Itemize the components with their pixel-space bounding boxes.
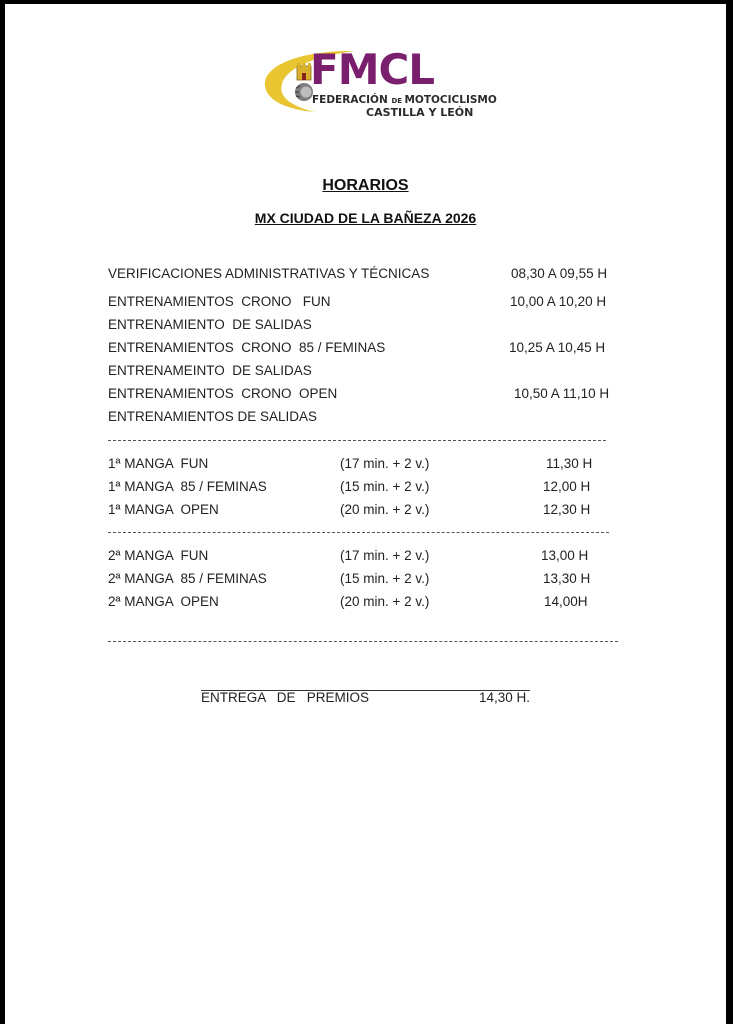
race-time: 12,30 H	[543, 502, 591, 517]
race-time: 13,00 H	[541, 548, 589, 563]
schedule-row-time: 10,25 A 10,45 H	[509, 340, 606, 355]
race-duration: (15 min. + 2 v.)	[340, 479, 430, 494]
dashed-separator	[108, 440, 606, 441]
race-duration: (17 min. + 2 v.)	[340, 456, 430, 471]
race-time: 12,00 H	[543, 479, 591, 494]
race-label: 1ª MANGA FUN	[108, 456, 209, 471]
schedule-row-label: ENTRENAMIENTOS CRONO OPEN	[108, 386, 338, 401]
race-label: 2ª MANGA 85 / FEMINAS	[108, 571, 267, 586]
schedule-row-label: VERIFICACIONES ADMINISTRATIVAS Y TÉCNICAS	[108, 266, 430, 281]
fmcl-logo	[260, 44, 497, 124]
schedule-row-time: 08,30 A 09,55 H	[511, 266, 608, 281]
castle-emblem-icon	[297, 63, 311, 80]
dashed-separator	[108, 532, 609, 533]
awards-time: 14,30 H.	[478, 690, 530, 705]
race-duration: (15 min. + 2 v.)	[340, 571, 430, 586]
page-title: HORARIOS	[322, 177, 409, 194]
race-label: 1ª MANGA 85 / FEMINAS	[108, 479, 267, 494]
race-time: 14,00H	[544, 594, 588, 609]
awards-label: ENTREGA DE PREMIOS	[201, 690, 370, 705]
race-duration: (17 min. + 2 v.)	[340, 548, 430, 563]
schedule-row-label: ENTRENAMEINTO DE SALIDAS	[108, 363, 312, 378]
schedule-row-label: ENTRENAMIENTOS CRONO FUN	[108, 294, 331, 309]
race-time: 13,30 H	[543, 571, 591, 586]
document-page	[5, 4, 726, 1024]
schedule-row-label: ENTRENAMIENTOS DE SALIDAS	[108, 409, 318, 424]
schedule-row-label: ENTRENAMIENTO DE SALIDAS	[108, 317, 312, 332]
race-label: 1ª MANGA OPEN	[108, 502, 219, 517]
race-label: 2ª MANGA OPEN	[108, 594, 219, 609]
awards-row	[201, 690, 530, 705]
race-duration: (20 min. + 2 v.)	[340, 502, 430, 517]
logo-title: FMCL	[310, 45, 435, 94]
race-time: 11,30 H	[546, 456, 593, 471]
race-duration: (20 min. + 2 v.)	[340, 594, 430, 609]
schedule-row-time: 10,50 A 11,10 H	[514, 386, 610, 401]
schedule-row-label: ENTRENAMIENTOS CRONO 85 / FEMINAS	[108, 340, 386, 355]
dashed-separator	[108, 641, 618, 642]
logo-region-line: CASTILLA Y LEÓN	[366, 106, 474, 119]
page-subtitle: MX CIUDAD DE LA BAÑEZA 2026	[254, 210, 477, 226]
schedule-row-time: 10,00 A 10,20 H	[510, 294, 607, 309]
logo-federation-line: FEDERACIÓN DE MOTOCICLISMO	[312, 94, 497, 106]
race-label: 2ª MANGA FUN	[108, 548, 209, 563]
